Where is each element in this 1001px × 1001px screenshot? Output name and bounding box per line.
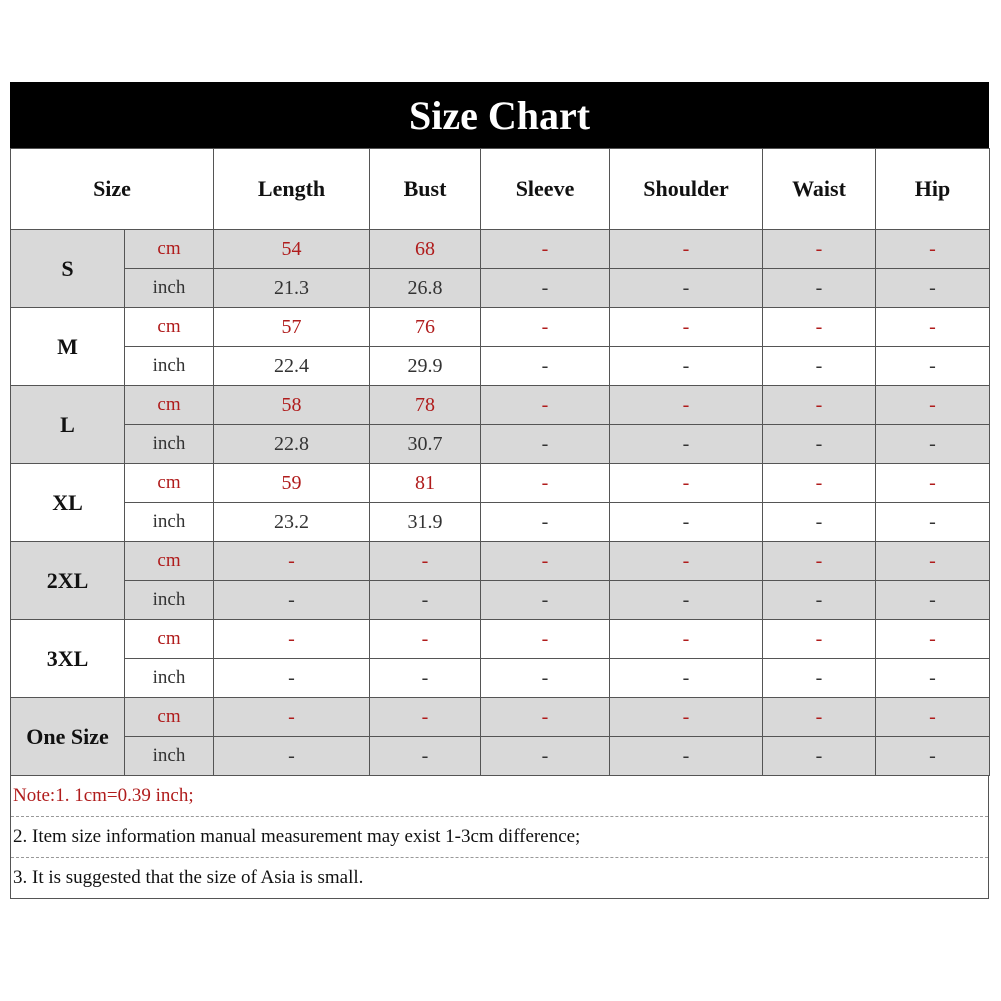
size-label: XL <box>11 464 125 542</box>
measurement-cell: - <box>481 347 610 386</box>
measurement-cell: - <box>481 620 610 659</box>
measurement-cell: - <box>763 230 876 269</box>
table-row <box>11 542 990 581</box>
measurement-cell: - <box>876 659 990 698</box>
measurement-cell: 57 <box>214 308 370 347</box>
measurement-cell: - <box>876 698 990 737</box>
measurement-cell: - <box>610 581 763 620</box>
size-label: M <box>11 308 125 386</box>
measurement-cell: - <box>370 542 481 581</box>
measurement-cell: - <box>481 230 610 269</box>
measurement-cell: - <box>481 542 610 581</box>
unit-label: inch <box>125 503 214 542</box>
measurement-cell: 59 <box>214 464 370 503</box>
measurement-cell: - <box>876 269 990 308</box>
header-size: Size <box>11 149 214 230</box>
measurement-cell: - <box>610 542 763 581</box>
measurement-cell: - <box>214 737 370 776</box>
measurement-cell: - <box>610 698 763 737</box>
measurement-cell: - <box>876 347 990 386</box>
table-row <box>11 347 990 386</box>
measurement-cell: 58 <box>214 386 370 425</box>
measurement-cell: 23.2 <box>214 503 370 542</box>
size-label: One Size <box>11 698 125 776</box>
measurement-cell: 31.9 <box>370 503 481 542</box>
measurement-cell: - <box>763 386 876 425</box>
measurement-cell: - <box>763 542 876 581</box>
measurement-cell: - <box>610 347 763 386</box>
measurement-cell: - <box>763 698 876 737</box>
measurement-cell: - <box>370 581 481 620</box>
table-row <box>11 620 990 659</box>
unit-label: cm <box>125 230 214 269</box>
measurement-cell: - <box>481 464 610 503</box>
measurement-cell: - <box>610 308 763 347</box>
measurement-cell: 26.8 <box>370 269 481 308</box>
unit-label: inch <box>125 581 214 620</box>
table-row <box>11 386 990 425</box>
measurement-cell: - <box>610 464 763 503</box>
measurement-cell: 22.4 <box>214 347 370 386</box>
measurement-cell: 30.7 <box>370 425 481 464</box>
size-label: 3XL <box>11 620 125 698</box>
table-row <box>11 698 990 737</box>
unit-label: cm <box>125 308 214 347</box>
measurement-cell: - <box>610 230 763 269</box>
header-hip: Hip <box>876 149 990 230</box>
table-row <box>11 308 990 347</box>
header-length: Length <box>214 149 370 230</box>
size-label: 2XL <box>11 542 125 620</box>
measurement-cell: - <box>610 737 763 776</box>
measurement-cell: - <box>763 308 876 347</box>
measurement-cell: 54 <box>214 230 370 269</box>
unit-label: inch <box>125 425 214 464</box>
measurement-cell: - <box>370 737 481 776</box>
measurement-cell: - <box>876 425 990 464</box>
table-row <box>11 425 990 464</box>
measurement-cell: 29.9 <box>370 347 481 386</box>
measurement-cell: - <box>481 698 610 737</box>
unit-label: cm <box>125 464 214 503</box>
measurement-cell: - <box>610 620 763 659</box>
measurement-cell: - <box>481 269 610 308</box>
measurement-cell: 68 <box>370 230 481 269</box>
measurement-cell: - <box>763 503 876 542</box>
note-line: Note:1. 1cm=0.39 inch; <box>11 776 988 817</box>
measurement-cell: - <box>763 464 876 503</box>
measurement-cell: - <box>610 659 763 698</box>
header-sleeve: Sleeve <box>481 149 610 230</box>
measurement-cell: - <box>481 308 610 347</box>
measurement-cell: - <box>481 386 610 425</box>
unit-label: inch <box>125 347 214 386</box>
measurement-cell: - <box>763 659 876 698</box>
measurement-cell: - <box>763 269 876 308</box>
unit-label: inch <box>125 659 214 698</box>
measurement-cell: - <box>610 425 763 464</box>
measurement-cell: 21.3 <box>214 269 370 308</box>
header-shoulder: Shoulder <box>610 149 763 230</box>
measurement-cell: - <box>610 269 763 308</box>
measurement-cell: - <box>876 581 990 620</box>
measurement-cell: - <box>610 386 763 425</box>
measurement-cell: 76 <box>370 308 481 347</box>
measurement-cell: - <box>876 386 990 425</box>
measurement-cell: - <box>763 581 876 620</box>
table-row <box>11 659 990 698</box>
measurement-cell: - <box>876 464 990 503</box>
unit-label: inch <box>125 269 214 308</box>
measurement-cell: - <box>876 308 990 347</box>
measurement-cell: - <box>481 659 610 698</box>
measurement-cell: - <box>876 542 990 581</box>
note-line: 2. Item size information manual measurement may exist 1-3cm difference; <box>11 817 988 858</box>
table-row <box>11 230 990 269</box>
unit-label: cm <box>125 386 214 425</box>
measurement-cell: - <box>876 737 990 776</box>
measurement-cell: - <box>214 659 370 698</box>
measurement-cell: - <box>214 698 370 737</box>
table-row <box>11 464 990 503</box>
measurement-cell: - <box>214 620 370 659</box>
table-row <box>11 737 990 776</box>
size-label: S <box>11 230 125 308</box>
note-line: 3. It is suggested that the size of Asia is small. <box>13 867 364 888</box>
unit-label: cm <box>125 620 214 659</box>
table-row <box>11 581 990 620</box>
measurement-cell: - <box>481 581 610 620</box>
measurement-cell: - <box>763 620 876 659</box>
measurement-cell: - <box>481 737 610 776</box>
chart-title: Size Chart <box>10 82 989 148</box>
measurement-cell: - <box>610 503 763 542</box>
measurement-cell: - <box>370 659 481 698</box>
header-row <box>11 149 990 230</box>
unit-label: cm <box>125 698 214 737</box>
measurement-cell: - <box>876 620 990 659</box>
table-row <box>11 503 990 542</box>
measurement-cell: - <box>481 425 610 464</box>
measurement-cell: 78 <box>370 386 481 425</box>
unit-label: cm <box>125 542 214 581</box>
size-table <box>10 148 990 776</box>
measurement-cell: - <box>763 347 876 386</box>
measurement-cell: 81 <box>370 464 481 503</box>
measurement-cell: - <box>214 542 370 581</box>
measurement-cell: - <box>763 737 876 776</box>
header-bust: Bust <box>370 149 481 230</box>
size-label: L <box>11 386 125 464</box>
measurement-cell: - <box>370 698 481 737</box>
notes-section <box>10 776 989 899</box>
measurement-cell: 22.8 <box>214 425 370 464</box>
header-waist: Waist <box>763 149 876 230</box>
unit-label: inch <box>125 737 214 776</box>
measurement-cell: - <box>214 581 370 620</box>
measurement-cell: - <box>763 425 876 464</box>
measurement-cell: - <box>370 620 481 659</box>
measurement-cell: - <box>481 503 610 542</box>
measurement-cell: - <box>876 503 990 542</box>
measurement-cell: - <box>876 230 990 269</box>
size-chart <box>10 82 989 899</box>
table-row <box>11 269 990 308</box>
